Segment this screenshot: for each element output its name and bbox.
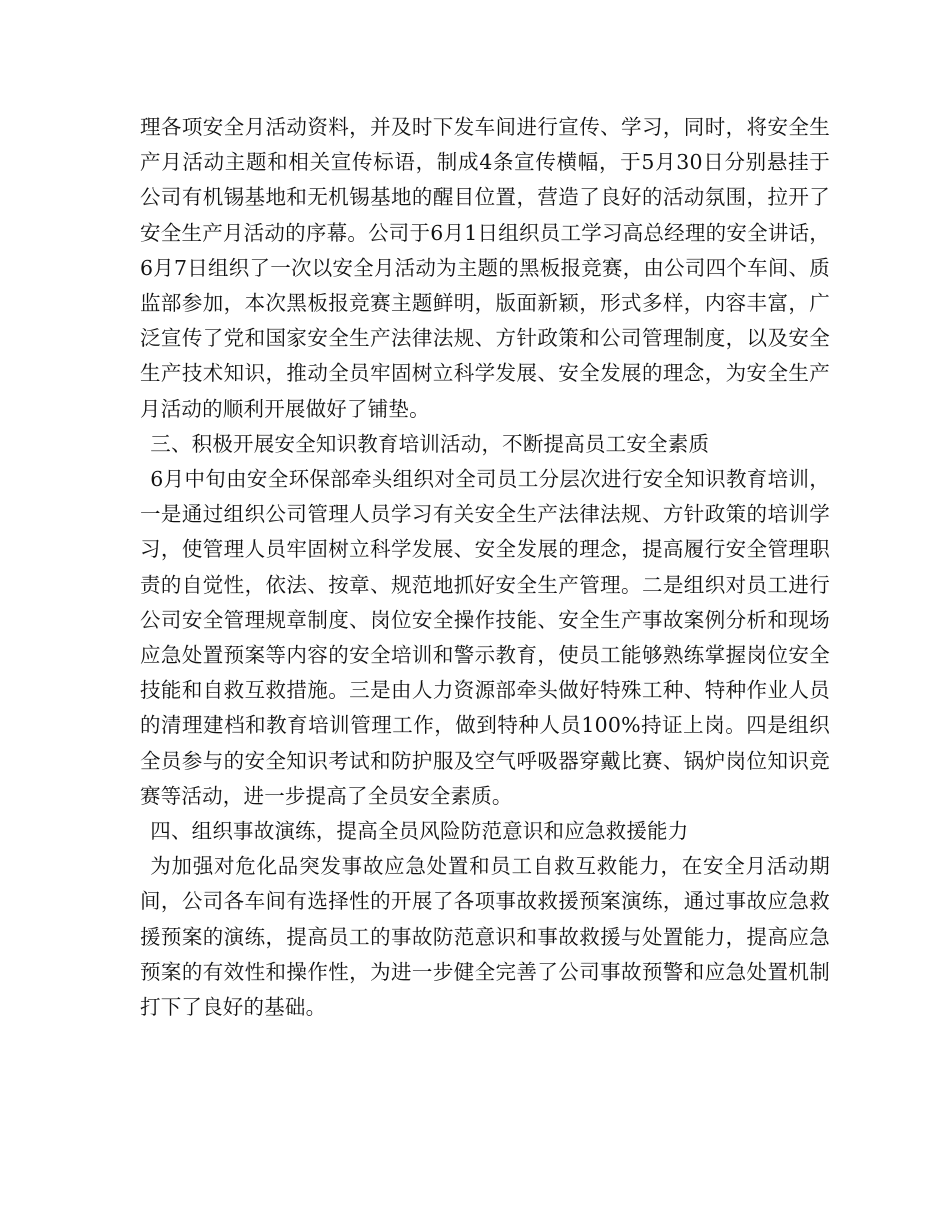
body-paragraph-2: 6月中旬由安全环保部牵头组织对全司员工分层次进行安全知识教育培训，一是通过组织公司管理人员学习有关安全生产法律法规、方针政策的培训学习，使管理人员牢固树立科学发展、安全发展的理念，提高履行安全管理职责的自觉性，依法、按章、规范地抓好安全生产管理。二是组织对员工进行公司安全管理规章制度、岗位安全操作技能、安全生产事故案例分析和现场应急处置预案等内容的安全培训和警示教育，使员工能够熟练掌握岗位安全技能和自救互救措施。三是由人力资源部牵头做好特殊工种、特种作业人员的清理建档和教育培训管理工作，做到特种人员100%持证上岗。四是组织全员参与的安全知识考试和防护服及空气呼吸器穿戴比赛、锅炉岗位知识竞赛等活动，进一步提高了全员安全素质。 [140, 467, 830, 808]
document-page [140, 110, 830, 1025]
section-heading-4: 四、组织事故演练，提高全员风险防范意识和应急救援能力 [150, 819, 689, 844]
body-paragraph-1: 理各项安全月活动资料，并及时下发车间进行宣传、学习，同时，将安全生产月活动主题和相关宣传标语，制成4条宣传横幅，于5月30日分别悬挂于公司有机锡基地和无机锡基地的醒目位置，营造了良好的活动氛围，拉开了安全生产月活动的序幕。公司于6月1日组织员工学习高总经理的安全讲话，6月7日组织了一次以安全月活动为主题的黑板报竞赛，由公司四个车间、质监部参加，本次黑板报竞赛主题鲜明，版面新颖，形式多样，内容丰富，广泛宣传了党和国家安全生产法律法规、方针政策和公司管理制度，以及安全生产技术知识，推动全员牢固树立科学发展、安全发展的理念，为安全生产月活动的顺利开展做好了铺垫。 [140, 115, 830, 421]
section-heading-3: 三、积极开展安全知识教育培训活动，不断提高员工安全素质 [150, 431, 710, 456]
body-paragraph-3: 为加强对危化品突发事故应急处置和员工自救互救能力，在安全月活动期间，公司各车间有选择性的开展了各项事故救援预案演练，通过事故应急救援预案的演练，提高员工的事故防范意识和事故救援与处置能力，提高应急预案的有效性和操作性，为进一步健全完善了公司事故预警和应急处置机制打下了良好的基础。 [140, 854, 830, 1020]
